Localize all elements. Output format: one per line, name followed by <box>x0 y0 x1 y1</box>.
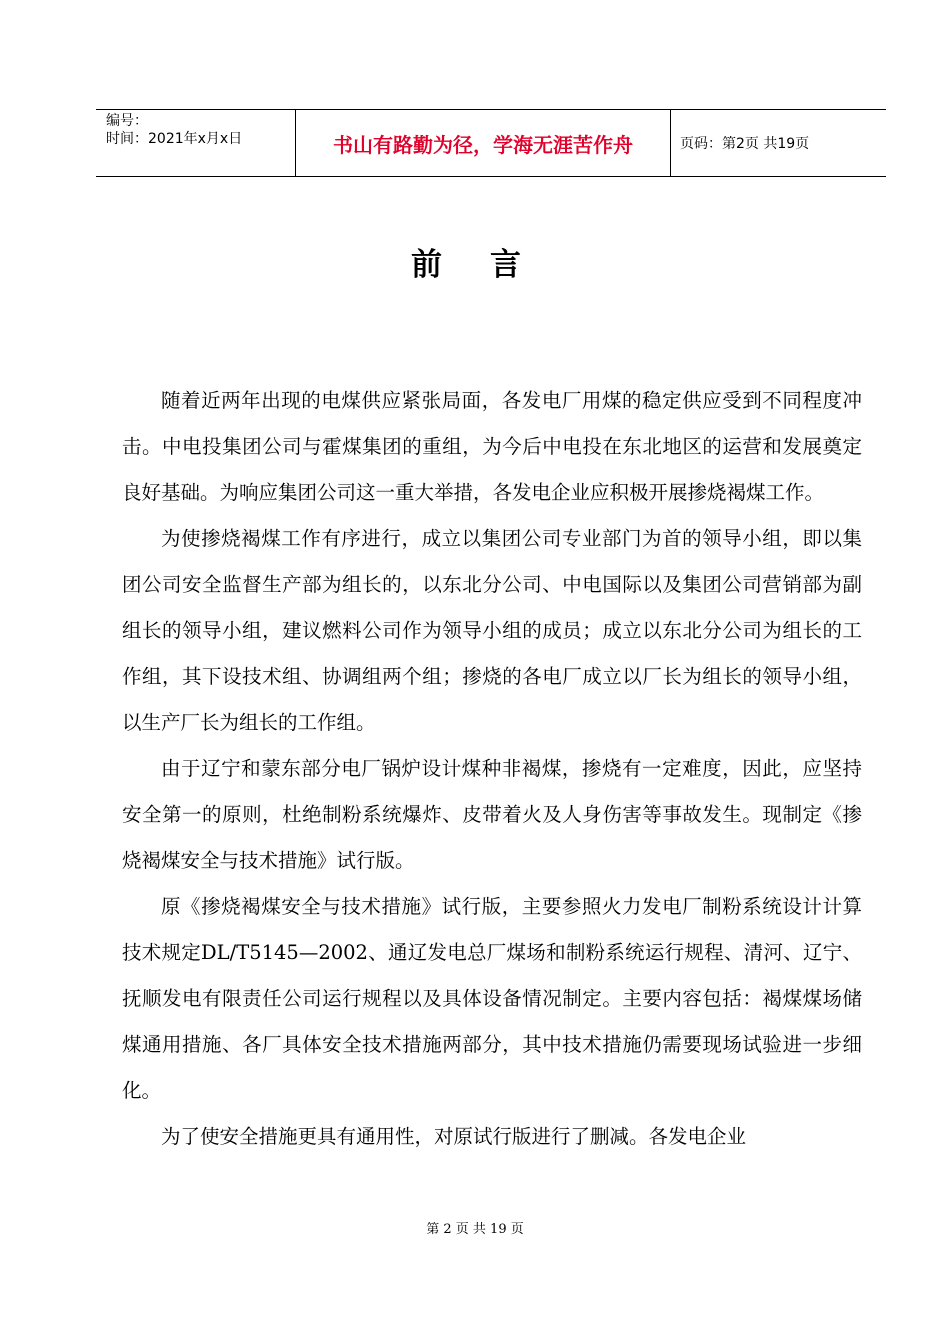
paragraph: 为了使安全措施更具有通用性，对原试行版进行了删减。各发电企业 <box>161 1125 747 1148</box>
page-title: 前言 <box>411 247 569 283</box>
document-number-label: 编号： <box>106 113 148 129</box>
page-footer: 第 2 页 共 19 页 <box>426 1222 524 1237</box>
header-page-info: 页码：第2页 共19页 <box>680 136 810 152</box>
document-time-label: 时间：2021年x月x日 <box>106 131 243 147</box>
page-header <box>96 109 886 177</box>
paragraph: 原《掺烧褐煤安全与技术措施》试行版，主要参照火力发电厂制粉系统设计计算技术规定DL/T5145—2002、通辽发电总厂煤场和制粉系统运行规程、清河、辽宁、抚顺发电有限责任公司运行规程以及具体设备情况制定。主要内容包括：褐煤煤场储煤通用措施、各厂具体安全技术措施两部分，其中技术措施仍需要现场试验进一步细化。 <box>122 895 862 1102</box>
header-meta <box>96 110 296 176</box>
document-body <box>122 378 862 1160</box>
paragraph: 为使掺烧褐煤工作有序进行，成立以集团公司专业部门为首的领导小组，即以集团公司安全监督生产部为组长的，以东北分公司、中电国际以及集团公司营销部为副组长的领导小组，建议燃料公司作为领导小组的成员；成立以东北分公司为组长的工作组，其下设技术组、协调组两个组；掺烧的各电厂成立以厂长为组长的领导小组，以生产厂长为组长的工作组。 <box>122 527 862 734</box>
header-motto: 书山有路勤为径，学海无涯苦作舟 <box>333 132 633 157</box>
header-motto-cell <box>296 110 671 176</box>
paragraph: 由于辽宁和蒙东部分电厂锅炉设计煤种非褐煤，掺烧有一定难度，因此，应坚持安全第一的原则，杜绝制粉系统爆炸、皮带着火及人身伤害等事故发生。现制定《掺烧褐煤安全与技术措施》试行版。 <box>122 757 862 872</box>
header-page-cell <box>671 110 886 176</box>
paragraph: 随着近两年出现的电煤供应紧张局面，各发电厂用煤的稳定供应受到不同程度冲击。中电投集团公司与霍煤集团的重组，为今后中电投在东北地区的运营和发展奠定良好基础。为响应集团公司这一重大举措，各发电企业应积极开展掺烧褐煤工作。 <box>122 389 862 504</box>
